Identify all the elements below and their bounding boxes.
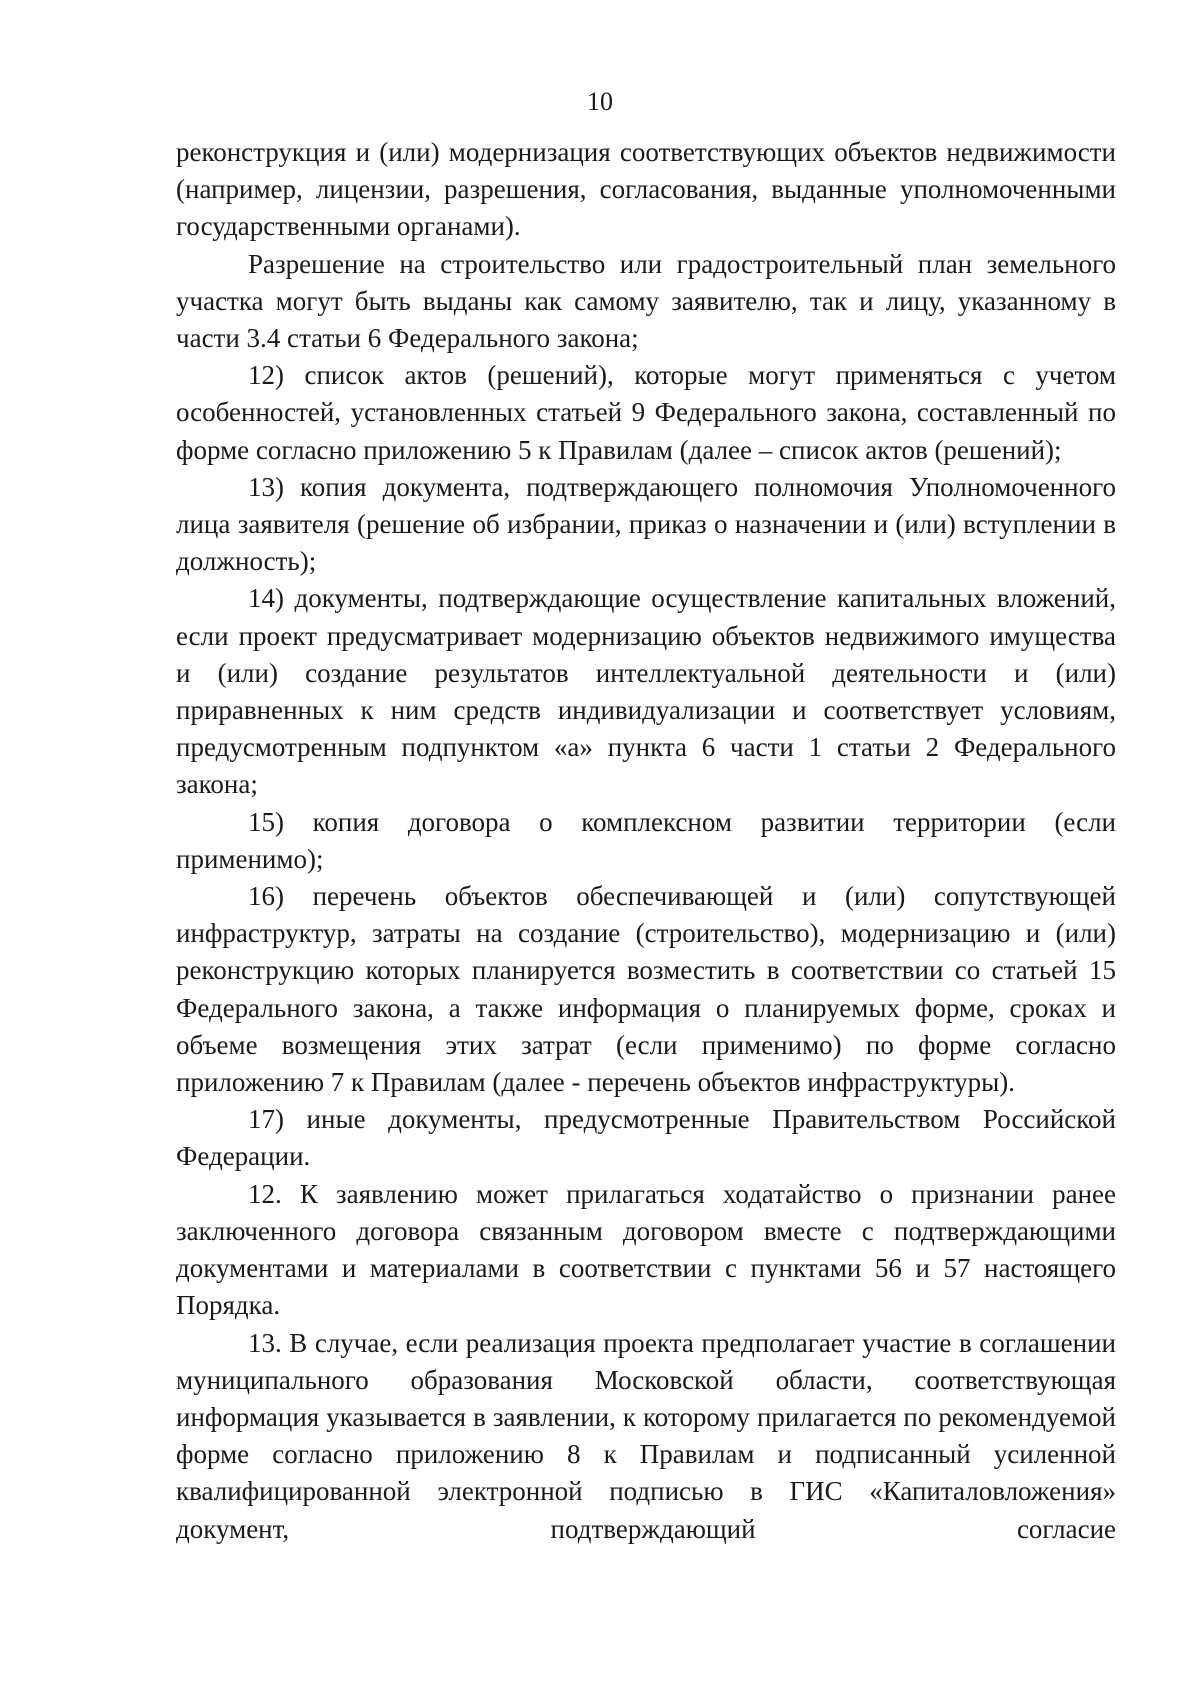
section-12: 12. К заявлению может прилагаться ходатайство о признании ранее заключенного договора связанным договором вместе с подтверждающими документами и материалами в соответствии с пунктами 56 и 57 настоящего Порядка. (176, 1178, 1116, 1321)
section-13: 13. В случае, если реализация проекта предполагает участие в соглашении муниципального образования Московской области, соответствующая информация указывается в заявлении, к которому прилагается по рекомендуемой форме согласно приложению 8 к Правилам и подписанный усиленной квалифицированной электронной подписью в ГИС «Капиталовложения» документ, подтверждающий согласие (176, 1327, 1116, 1544)
list-item-17: 17) иные документы, предусмотренные Правительством Российской Федерации. (176, 1104, 1116, 1172)
document-body (176, 134, 1116, 1548)
paragraph-permit-note: Разрешение на строительство или градостроительный план земельного участка могут быть выданы как самому заявителю, так и лицу, указанному в части 3.4 статьи 6 Федерального закона; (176, 248, 1116, 354)
page-number: 10 (587, 87, 613, 116)
list-item-16: 16) перечень объектов обеспечивающей и (или) сопутствующей инфраструктур, затраты на создание (строительство), модернизацию и (или) реконструкцию которых планируется возместить в соответствии со статьей 15 Федерального закона, а также информация о планируемых форме, сроках и объеме возмещения этих затрат (если применимо) по форме согласно приложению 7 к Правилам (далее - перечень объектов инфраструктуры). (176, 881, 1116, 1098)
list-item-15: 15) копия договора о комплексном развитии территории (если применимо); (176, 806, 1116, 874)
list-item-14: 14) документы, подтверждающие осуществление капитальных вложений, если проект предусматривает модернизацию объектов недвижимого имущества и (или) создание результатов интеллектуальной деятельности и (или) приравненных к ним средств индивидуализации и соответствует условиям, предусмотренным подпунктом «а» пункта 6 части 1 статьи 2 Федерального закона; (176, 583, 1116, 800)
list-item-13: 13) копия документа, подтверждающего полномочия Уполномоченного лица заявителя (решение об избрании, приказ о назначении и (или) вступлении в должность); (176, 471, 1116, 577)
paragraph-continuation: реконструкция и (или) модернизация соответствующих объектов недвижимости (например, лицензии, разрешения, согласования, выданные уполномоченными государственными органами). (176, 137, 1116, 242)
list-item-12: 12) список актов (решений), которые могут применяться с учетом особенностей, установленных статьей 9 Федерального закона, составленный по форме согласно приложению 5 к Правилам (далее – список актов (решений); (176, 360, 1116, 465)
